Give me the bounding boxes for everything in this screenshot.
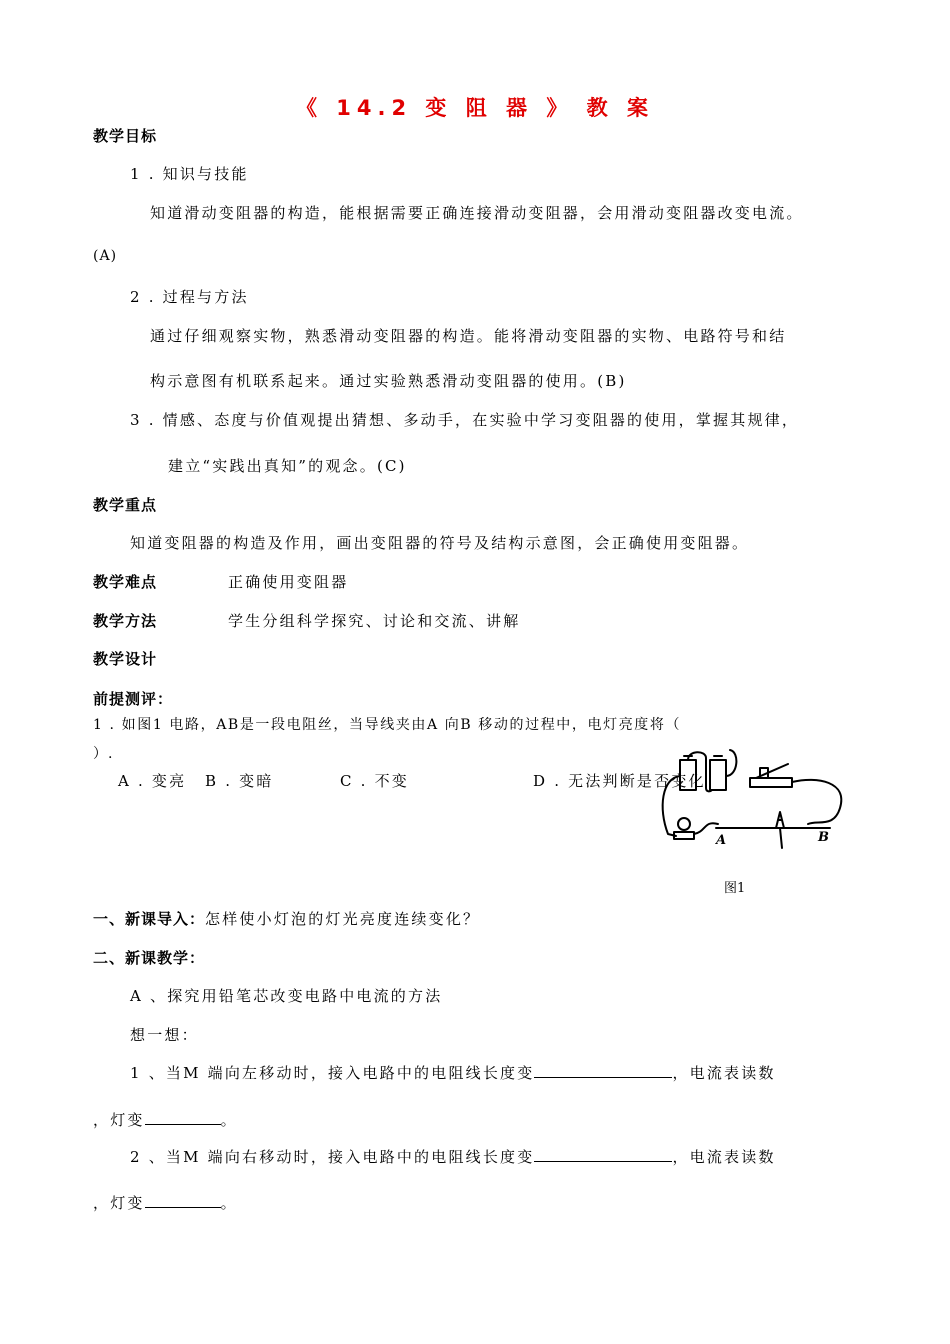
- question-1-mid: ，电流表读数: [672, 1064, 776, 1082]
- pretest-q1-line1: 1 . 如图1 电路，AB是一段电阻丝，当导线夹由A 向B 移动的过程中，电灯亮度将（: [93, 717, 682, 733]
- goal-3-line1: 3 . 情感、态度与价值观提出猜想、多动手，在实验中学习变阻器的使用，掌握其规律，: [130, 411, 800, 429]
- switch-base: [750, 778, 792, 787]
- goal-1-text: 知道滑动变阻器的构造，能根据需要正确连接滑动变阻器，会用滑动变阻器改变电流。: [150, 204, 804, 222]
- question-2-lamp: ，灯变: [93, 1194, 145, 1212]
- section2-heading: 二、新课教学：: [93, 949, 206, 967]
- question-2-blank-lamp[interactable]: [145, 1193, 221, 1208]
- goal-1-level: (A): [93, 248, 118, 264]
- question-2-line2: [93, 1192, 238, 1213]
- label-a: A: [716, 833, 727, 848]
- question-1-start: 1 、当M 端向左移动时，接入电路中的电阻线长度变: [130, 1064, 535, 1082]
- option-a: A . 变亮: [118, 772, 187, 790]
- circuit-figure: [658, 748, 848, 863]
- section1: [93, 908, 480, 929]
- method-text: 学生分组科学探究、讨论和交流、讲解: [228, 612, 521, 630]
- goal-3-line2: 建立“实践出真知”的观念。(C): [168, 457, 407, 475]
- battery-1: [680, 760, 696, 790]
- label-b: B: [818, 830, 829, 845]
- page-title: 《 14.2 变 阻 器 》 教 案: [296, 96, 654, 120]
- question-1-line1: [130, 1062, 776, 1083]
- option-c: C . 不变: [340, 772, 409, 790]
- goals-heading: 教学目标: [93, 127, 158, 145]
- lamp: [678, 818, 690, 830]
- question-1-end: 。: [220, 1111, 238, 1129]
- key-points-heading: 教学重点: [93, 496, 158, 514]
- key-points-text: 知道变阻器的构造及作用，画出变阻器的符号及结构示意图，会正确使用变阻器。: [130, 534, 750, 552]
- figure-caption: 图1: [724, 881, 746, 896]
- option-b: B . 变暗: [205, 772, 274, 790]
- battery-2: [710, 760, 726, 790]
- question-2-end: 。: [220, 1194, 238, 1212]
- question-1-blank-lamp[interactable]: [145, 1110, 221, 1125]
- difficulty-heading: 教学难点: [93, 573, 158, 591]
- question-1-blank-length[interactable]: [534, 1063, 672, 1078]
- design-heading: 教学设计: [93, 650, 158, 668]
- question-1-lamp: ，灯变: [93, 1111, 145, 1129]
- goal-2-label: 2 . 过程与方法: [130, 288, 249, 306]
- question-1-line2: [93, 1109, 238, 1130]
- think-label: 想一想：: [130, 1026, 199, 1044]
- question-2-start: 2 、当M 端向右移动时，接入电路中的电阻线长度变: [130, 1148, 535, 1166]
- option-d: D . 无法判断是否变化: [533, 772, 706, 790]
- wire-clip: [776, 812, 784, 848]
- question-2-blank-length[interactable]: [534, 1147, 672, 1162]
- pretest-heading: 前提测评：: [93, 690, 174, 708]
- goal-2-text-line1: 通过仔细观察实物，熟悉滑动变阻器的构造。能将滑动变阻器的实物、电路符号和结: [150, 327, 787, 345]
- difficulty-text: 正确使用变阻器: [228, 573, 349, 591]
- part-a-title: A 、探究用铅笔芯改变电路中电流的方法: [130, 987, 443, 1005]
- method-heading: 教学方法: [93, 612, 158, 630]
- question-2-mid: ，电流表读数: [672, 1148, 776, 1166]
- pretest-q1-line2: ）.: [93, 746, 114, 762]
- section1-text: 怎样使小灯泡的灯光亮度连续变化？: [205, 910, 481, 928]
- lamp-base: [674, 832, 694, 839]
- section1-heading: 一、新课导入：: [93, 910, 206, 928]
- goal-2-text-line2: 构示意图有机联系起来。通过实验熟悉滑动变阻器的使用。(B): [150, 372, 627, 390]
- question-2-line1: [130, 1146, 776, 1167]
- goal-1-label: 1 . 知识与技能: [130, 165, 249, 183]
